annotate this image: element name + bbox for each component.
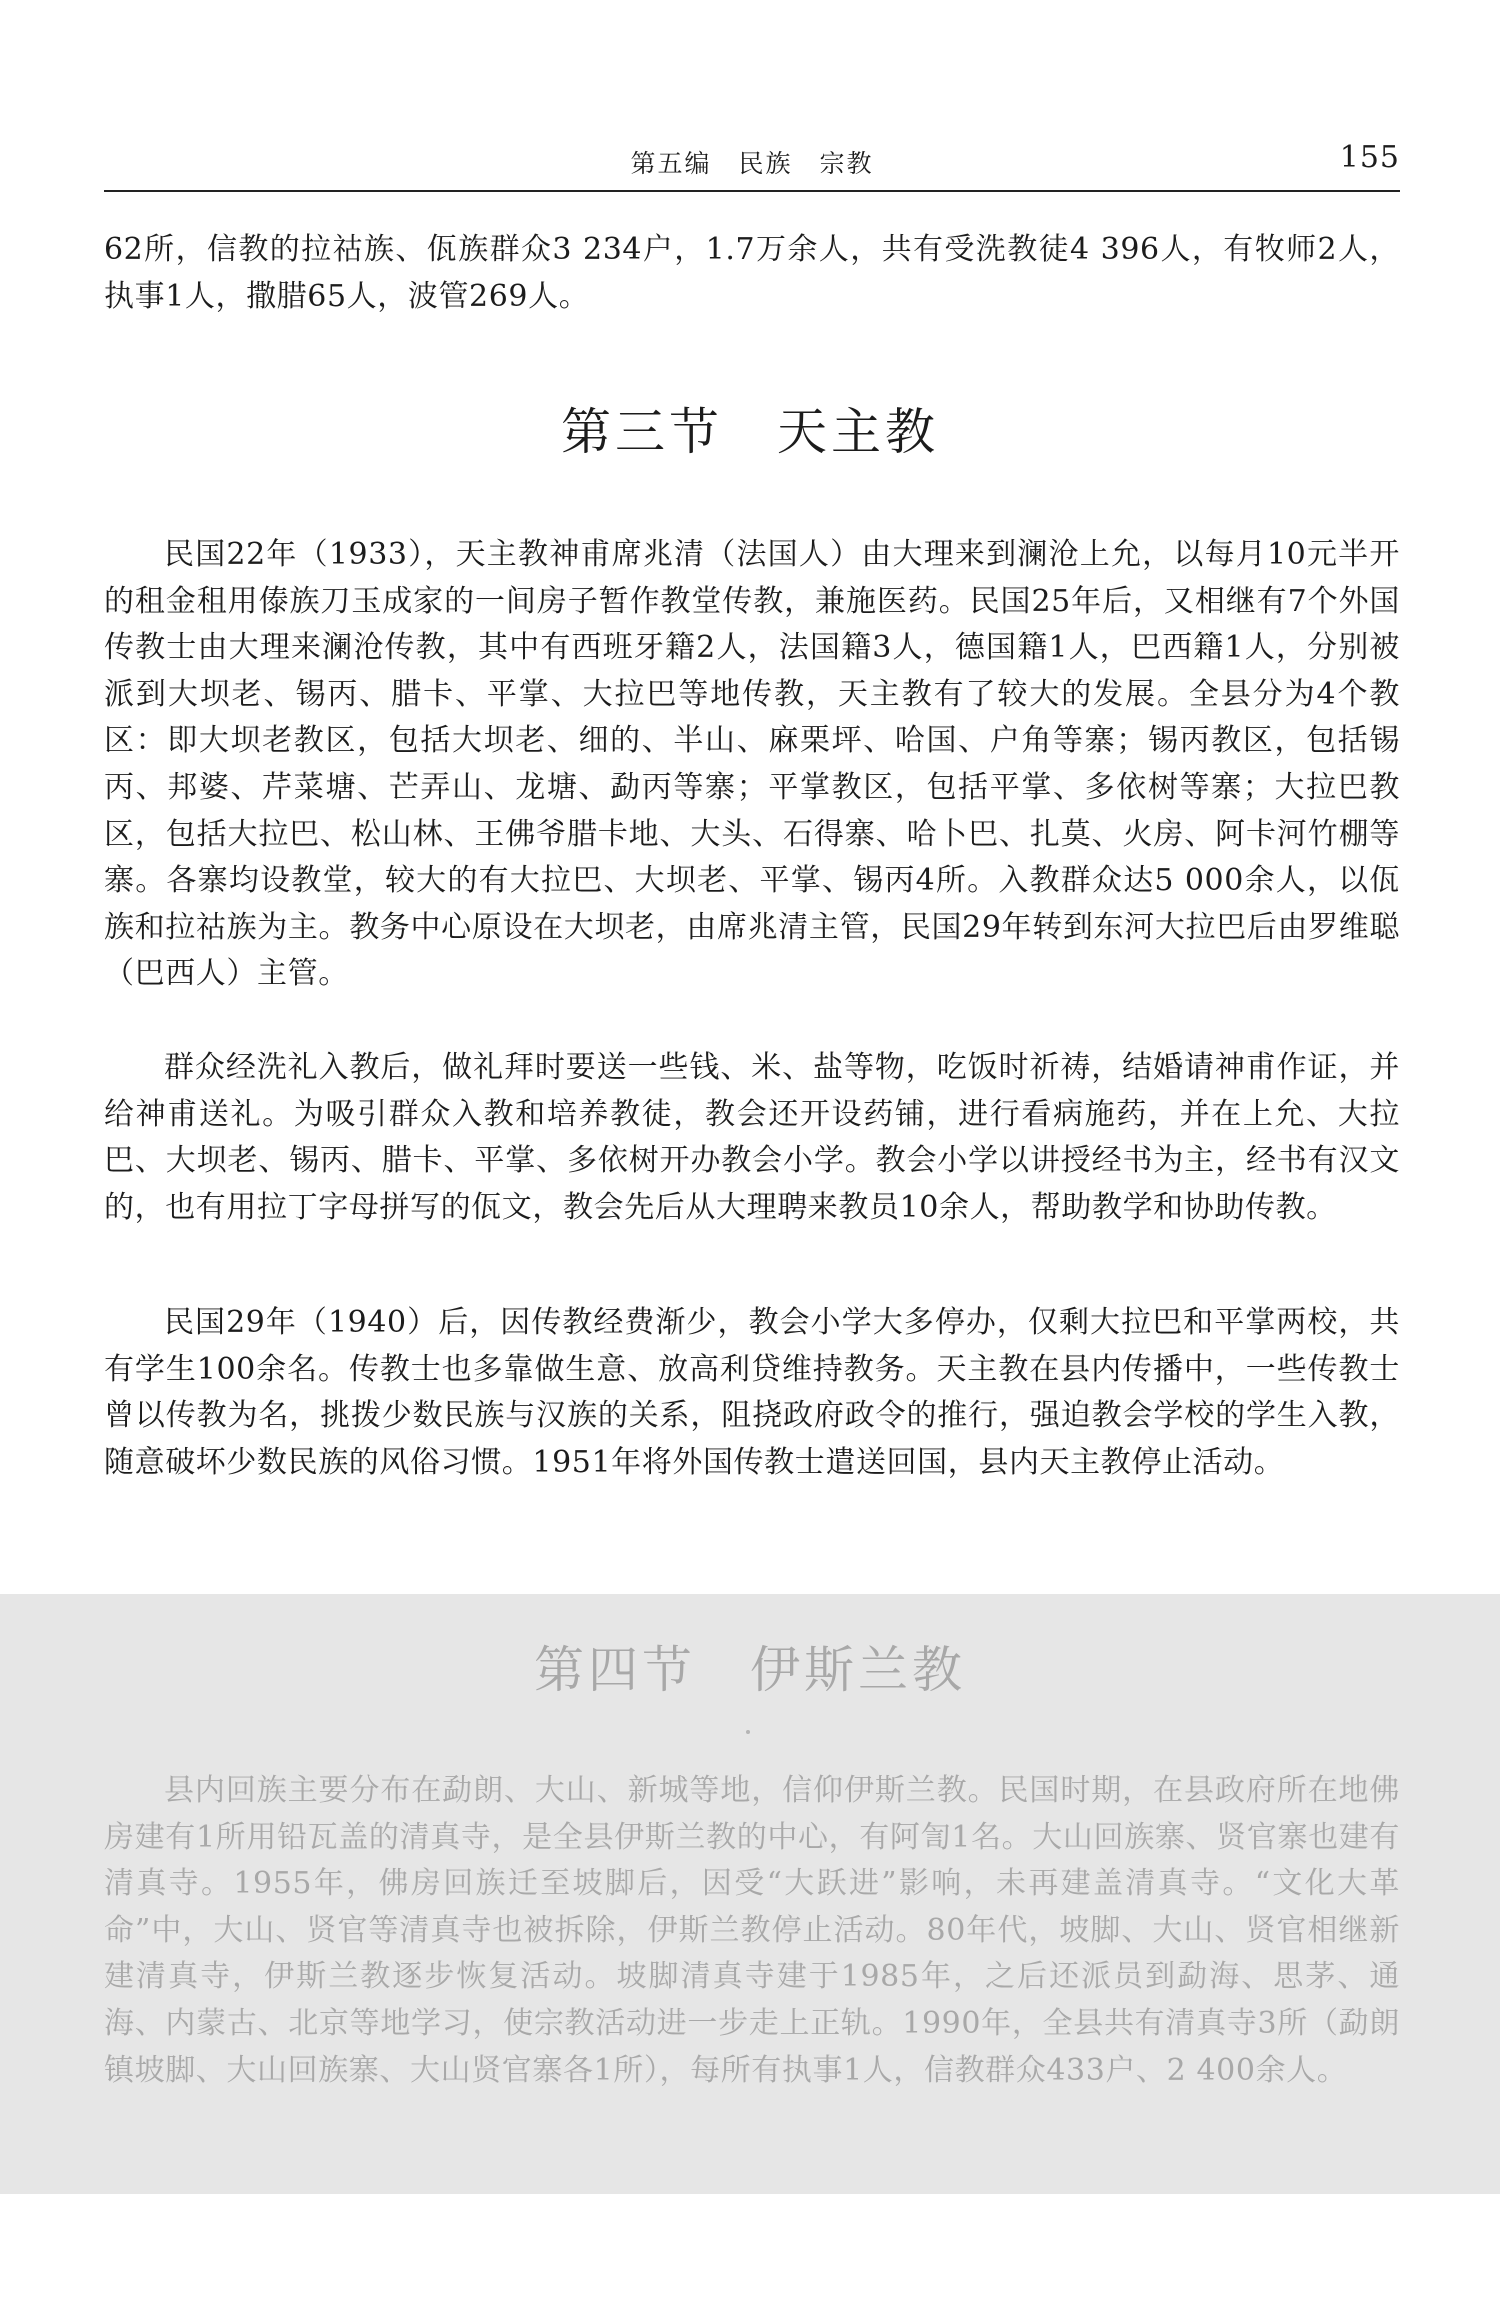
- section-3-name: 天主教: [777, 403, 939, 461]
- faded-region: [0, 1594, 1500, 2194]
- scan-speck: [746, 1730, 750, 1734]
- page-number: 155: [1339, 140, 1400, 175]
- section-3-paragraph-3: 民国29年（1940）后，因传教经费渐少，教会小学大多停办，仅剩大拉巴和平掌两校，共有学生100余名。传教士也多靠做生意、放高利贷维持教务。天主教在县内传播中，一些传教士曾以传教为名，挑拨少数民族与汉族的关系，阻挠政府政令的推行，强迫教会学校的学生入教，随意破坏少数民族的风俗习惯。1951年将外国传教士遣送回国，县内天主教停止活动。: [104, 1305, 1400, 1480]
- section-3-title: [0, 392, 1500, 464]
- header-title: 第五编 民族 宗教: [630, 149, 874, 178]
- section-3-paragraph-1: 民国22年（1933），天主教神甫席兆清（法国人）由大理来到澜沧上允，以每月10元半开的租金租用傣族刀玉成家的一间房子暂作教堂传教，兼施医药。民国25年后，又相继有7个外国传教士由大理来澜沧传教，其中有西班牙籍2人，法国籍3人，德国籍1人，巴西籍1人，分别被派到大坝老、锡丙、腊卡、平掌、大拉巴等地传教，天主教有了较大的发展。全县分为4个教区：即大坝老教区，包括大坝老、细的、半山、麻栗坪、哈国、户角等寨；锡丙教区，包括锡丙、邦婆、芹菜塘、芒弄山、龙塘、勐丙等寨；平掌教区，包括平掌、多依树等寨；大拉巴教区，包括大拉巴、松山林、王佛爷腊卡地、大头、石得寨、哈卜巴、扎莫、火房、阿卡河竹棚等寨。各寨均设教堂，较大的有大拉巴、大坝老、平掌、锡丙4所。入教群众达5 000余人，以佤族和拉祜族为主。教务中心原设在大坝老，由席兆清主管，民国29年转到东河大拉巴后由罗维聪（巴西人）主管。: [104, 537, 1400, 992]
- section-3-paragraph-2: 群众经洗礼入教后，做礼拜时要送一些钱、米、盐等物，吃饭时祈祷，结婚请神甫作证，并给神甫送礼。为吸引群众入教和培养教徒，教会还开设药铺，进行看病施药，并在上允、大拉巴、大坝老、锡丙、腊卡、平掌、多依树开办教会小学。教会小学以讲授经书为主，经书有汉文的，也有用拉丁字母拼写的佤文，教会先后从大理聘来教员10余人，帮助教学和协助传教。: [104, 1050, 1400, 1225]
- section-4-paragraph-1: 县内回族主要分布在勐朗、大山、新城等地，信仰伊斯兰教。民国时期，在县政府所在地佛房建有1所用铅瓦盖的清真寺，是全县伊斯兰教的中心，有阿訇1名。大山回族寨、贤官寨也建有清真寺。1955年，佛房回族迁至坡脚后，因受“大跃进”影响，未再建盖清真寺。“文化大革命”中，大山、贤官等清真寺也被拆除，伊斯兰教停止活动。80年代，坡脚、大山、贤官相继新建清真寺，伊斯兰教逐步恢复活动。坡脚清真寺建于1985年，之后还派员到勐海、思茅、通海、内蒙古、北京等地学习，使宗教活动进一步走上正轨。1990年，全县共有清真寺3所（勐朗镇坡脚、大山回族寨、大山贤官寨各1所），每所有执事1人，信教群众433户、2 400余人。: [104, 1773, 1400, 2088]
- running-header: [104, 138, 1400, 192]
- section-4-number: 第四节: [534, 1641, 696, 1699]
- section-4-name: 伊斯兰教: [750, 1641, 966, 1699]
- section-3-number: 第三节: [561, 403, 723, 461]
- section-4-title: [0, 1630, 1500, 1702]
- intro-paragraph: 62所，信教的拉祜族、佤族群众3 234户，1.7万余人，共有受洗教徒4 396人，有牧师2人，执事1人，撒腊65人，波管269人。: [104, 232, 1400, 314]
